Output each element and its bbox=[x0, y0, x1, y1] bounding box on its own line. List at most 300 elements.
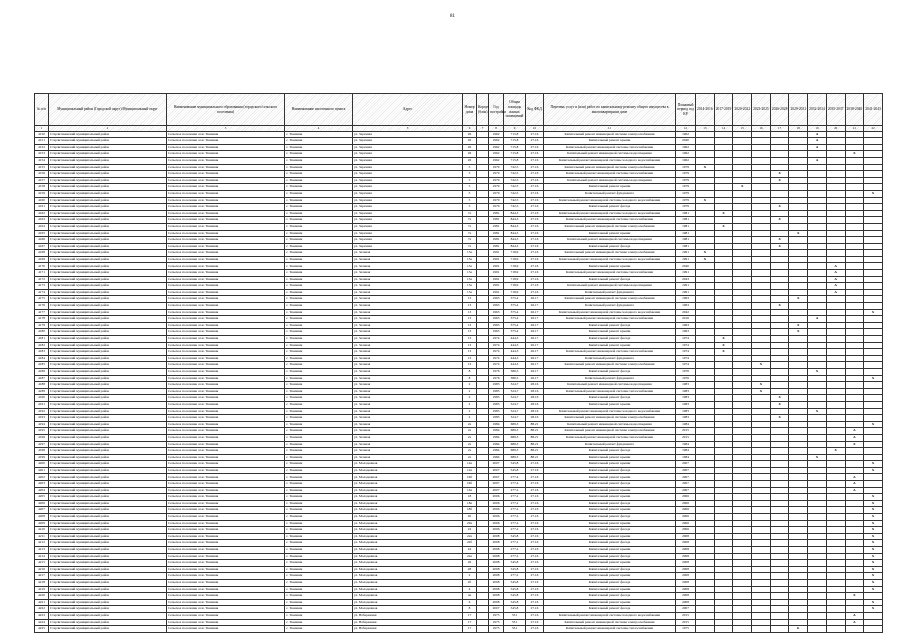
table-cell: Сельское поселение село Тюменяк bbox=[167, 243, 285, 250]
schedule-mark bbox=[789, 309, 808, 316]
table-cell: 4176 bbox=[35, 303, 49, 310]
schedule-mark bbox=[826, 230, 845, 237]
schedule-mark bbox=[826, 349, 845, 356]
table-cell: 4192 bbox=[35, 408, 49, 415]
table-cell: 2008 bbox=[489, 566, 504, 573]
table-cell: 88.21 bbox=[526, 434, 544, 441]
table-cell: ул. Зеленая bbox=[353, 382, 463, 389]
table-row bbox=[35, 388, 883, 395]
table-cell: 5 bbox=[463, 184, 477, 191]
schedule-mark bbox=[864, 217, 883, 224]
schedule-mark bbox=[864, 336, 883, 343]
table-cell: Сельское поселение село Тюменяк bbox=[167, 593, 285, 600]
schedule-mark bbox=[752, 368, 771, 375]
table-cell bbox=[477, 586, 489, 593]
table-cell: 27.16 bbox=[526, 593, 544, 600]
table-row bbox=[35, 527, 883, 534]
table-cell: ул. Молодежная bbox=[353, 494, 463, 501]
schedule-mark bbox=[752, 612, 771, 619]
schedule-mark: A bbox=[808, 316, 827, 323]
table-cell: 26 bbox=[463, 560, 477, 567]
table-cell: 1991 bbox=[489, 263, 504, 270]
table-cell: с. Тюменяк bbox=[285, 441, 353, 448]
schedule-mark bbox=[864, 395, 883, 402]
table-cell bbox=[477, 256, 489, 263]
schedule-mark bbox=[752, 283, 771, 290]
table-cell: Капитальный ремонт инженерной системы водоотведения bbox=[544, 382, 676, 389]
schedule-mark bbox=[864, 164, 883, 171]
table-cell: 2007 bbox=[489, 606, 504, 613]
table-cell: 324,7 bbox=[504, 388, 526, 395]
table-row bbox=[35, 362, 883, 369]
table-cell: 4218 bbox=[35, 579, 49, 586]
schedule-mark bbox=[696, 283, 715, 290]
schedule-mark bbox=[864, 408, 883, 415]
schedule-mark bbox=[864, 626, 883, 633]
table-cell bbox=[477, 401, 489, 408]
schedule-mark bbox=[808, 355, 827, 362]
table-cell: Стерлитамакский муниципальный район bbox=[49, 520, 167, 527]
schedule-mark bbox=[845, 540, 864, 547]
table-cell: 277,2 bbox=[504, 553, 526, 560]
table-row bbox=[35, 428, 883, 435]
table-cell: 1981 bbox=[489, 210, 504, 217]
schedule-mark bbox=[808, 362, 827, 369]
table-cell: Стерлитамакский муниципальный район bbox=[49, 151, 167, 158]
table-cell bbox=[477, 527, 489, 534]
schedule-mark bbox=[696, 481, 715, 488]
table-cell: Стерлитамакский муниципальный район bbox=[49, 329, 167, 336]
table-cell: 277,2 bbox=[504, 507, 526, 514]
table-cell: 4221 bbox=[35, 599, 49, 606]
table-cell: 15а bbox=[463, 256, 477, 263]
schedule-mark: X bbox=[770, 217, 789, 224]
schedule-mark: X bbox=[864, 599, 883, 606]
schedule-mark bbox=[808, 547, 827, 554]
schedule-mark: A bbox=[845, 612, 864, 619]
table-cell: 1974 bbox=[489, 355, 504, 362]
schedule-mark: X bbox=[770, 171, 789, 178]
table-cell: Капитальный ремонт инженерной системы теплоснабжения bbox=[544, 171, 676, 178]
table-cell: 4177 bbox=[35, 309, 49, 316]
table-cell: 27.16 bbox=[526, 250, 544, 257]
table-cell: Стерлитамакский муниципальный район bbox=[49, 289, 167, 296]
schedule-mark bbox=[733, 573, 752, 580]
column-header: Перечень услуг и (или) работ по капитальному ремонту общего имущества в многоквартирном доме bbox=[544, 94, 676, 126]
schedule-mark bbox=[845, 342, 864, 349]
schedule-mark bbox=[714, 144, 733, 151]
table-cell: Сельское поселение село Тюменяк bbox=[167, 467, 285, 474]
schedule-mark bbox=[845, 401, 864, 408]
schedule-mark bbox=[696, 349, 715, 356]
table-cell: Сельское поселение село Тюменяк bbox=[167, 237, 285, 244]
schedule-mark bbox=[714, 164, 733, 171]
table-row bbox=[35, 566, 883, 573]
schedule-mark bbox=[826, 296, 845, 303]
table-cell: ул. Молодежная bbox=[353, 474, 463, 481]
schedule-mark bbox=[789, 467, 808, 474]
table-cell: 1984 bbox=[676, 454, 696, 461]
table-cell: 27.16 bbox=[526, 283, 544, 290]
table-cell: Капитальный ремонт крыши bbox=[544, 487, 676, 494]
table-cell: 4214 bbox=[35, 553, 49, 560]
table-row bbox=[35, 270, 883, 277]
schedule-mark bbox=[770, 434, 789, 441]
schedule-mark bbox=[845, 256, 864, 263]
table-cell: 2040 bbox=[676, 263, 696, 270]
schedule-mark bbox=[808, 527, 827, 534]
schedule-mark bbox=[714, 474, 733, 481]
table-cell bbox=[477, 448, 489, 455]
table-cell: 2007 bbox=[676, 461, 696, 468]
schedule-mark: X bbox=[808, 368, 827, 375]
table-cell: Стерлитамакский муниципальный район bbox=[49, 560, 167, 567]
table-cell: Стерлитамакский муниципальный район bbox=[49, 428, 167, 435]
table-cell bbox=[477, 547, 489, 554]
schedule-mark: X bbox=[864, 553, 883, 560]
schedule-mark bbox=[770, 467, 789, 474]
table-cell: 4215 bbox=[35, 560, 49, 567]
schedule-mark: A bbox=[826, 289, 845, 296]
schedule-mark bbox=[808, 566, 827, 573]
schedule-mark bbox=[789, 547, 808, 554]
table-cell: 88.21 bbox=[526, 428, 544, 435]
table-cell: с. Тюменяк bbox=[285, 164, 353, 171]
table-cell: 26.17 bbox=[526, 342, 544, 349]
schedule-mark bbox=[864, 362, 883, 369]
schedule-mark bbox=[714, 593, 733, 600]
table-cell: 531 bbox=[504, 612, 526, 619]
table-cell: 27.16 bbox=[526, 599, 544, 606]
table-cell: 7а bbox=[463, 217, 477, 224]
schedule-mark bbox=[752, 599, 771, 606]
schedule-mark bbox=[733, 296, 752, 303]
schedule-mark bbox=[752, 494, 771, 501]
table-cell: Капитальный ремонт инженерной системы электроснабжения bbox=[544, 362, 676, 369]
schedule-mark bbox=[789, 612, 808, 619]
table-cell: ул. Зеленая bbox=[353, 316, 463, 323]
table-cell: 1974 bbox=[676, 336, 696, 343]
table-cell: 375,4 bbox=[504, 309, 526, 316]
schedule-mark: h bbox=[789, 626, 808, 633]
table-cell: ул. Молодежная bbox=[353, 533, 463, 540]
table-cell: с. Тюменяк bbox=[285, 573, 353, 580]
table-cell bbox=[477, 507, 489, 514]
table-cell: 375,4 bbox=[504, 316, 526, 323]
schedule-mark bbox=[752, 481, 771, 488]
column-index: 21 bbox=[845, 126, 864, 132]
table-cell: 26.17 bbox=[526, 375, 544, 382]
table-cell: 1979 bbox=[676, 197, 696, 204]
schedule-mark bbox=[808, 243, 827, 250]
table-cell: 2006 bbox=[676, 494, 696, 501]
schedule-mark bbox=[752, 309, 771, 316]
table-cell: 4199 bbox=[35, 454, 49, 461]
schedule-mark: X bbox=[714, 210, 733, 217]
schedule-mark bbox=[770, 164, 789, 171]
column-header: 2029-2031 bbox=[789, 94, 808, 126]
table-body bbox=[35, 131, 883, 632]
table-cell bbox=[477, 540, 489, 547]
table-cell bbox=[477, 329, 489, 336]
table-cell bbox=[477, 237, 489, 244]
table-cell: 27.16 bbox=[526, 190, 544, 197]
column-header: Наименование населенного пункта bbox=[285, 94, 353, 126]
schedule-mark: A bbox=[826, 263, 845, 270]
table-cell: Капитальный ремонт фасада bbox=[544, 566, 676, 573]
table-cell: Стерлитамакский муниципальный район bbox=[49, 527, 167, 534]
schedule-mark bbox=[733, 210, 752, 217]
schedule-mark bbox=[696, 573, 715, 580]
table-cell: Капитальный ремонт фундамента bbox=[544, 303, 676, 310]
column-header: 2014-2016 bbox=[696, 94, 715, 126]
table-cell: ул. Зеленая bbox=[353, 303, 463, 310]
table-cell: 1963 bbox=[489, 316, 504, 323]
table-cell: 4170 bbox=[35, 263, 49, 270]
schedule-mark bbox=[714, 395, 733, 402]
schedule-mark bbox=[714, 626, 733, 633]
table-cell bbox=[477, 408, 489, 415]
schedule-mark bbox=[752, 408, 771, 415]
table-cell: Сельское поселение село Тюменяк bbox=[167, 355, 285, 362]
schedule-mark bbox=[789, 566, 808, 573]
table-cell: Капитальный ремонт фасада bbox=[544, 606, 676, 613]
table-cell: 742,5 bbox=[504, 190, 526, 197]
table-cell: ул. Зеленая bbox=[353, 448, 463, 455]
table-cell: 2006 bbox=[489, 527, 504, 534]
schedule-mark bbox=[752, 329, 771, 336]
schedule-mark bbox=[752, 415, 771, 422]
schedule-mark bbox=[733, 382, 752, 389]
table-cell: 1983 bbox=[676, 395, 696, 402]
table-cell: 26.17 bbox=[526, 316, 544, 323]
schedule-mark bbox=[808, 441, 827, 448]
table-cell: ул. Зеленая bbox=[353, 362, 463, 369]
schedule-mark bbox=[714, 230, 733, 237]
table-cell: Сельское поселение село Тюменяк bbox=[167, 487, 285, 494]
table-row bbox=[35, 296, 883, 303]
schedule-mark bbox=[696, 342, 715, 349]
table-cell: Сельское поселение село Тюменяк bbox=[167, 599, 285, 606]
schedule-mark bbox=[696, 487, 715, 494]
schedule-mark bbox=[752, 177, 771, 184]
table-cell: 4154 bbox=[35, 157, 49, 164]
table-cell: 1981 bbox=[489, 230, 504, 237]
table-cell: 689,3 bbox=[504, 441, 526, 448]
table-cell: 1976 bbox=[676, 368, 696, 375]
schedule-mark bbox=[845, 454, 864, 461]
table-cell: 2016 bbox=[676, 316, 696, 323]
schedule-mark bbox=[845, 573, 864, 580]
schedule-mark bbox=[845, 309, 864, 316]
schedule-mark bbox=[826, 573, 845, 580]
schedule-mark bbox=[826, 474, 845, 481]
schedule-mark: A bbox=[845, 619, 864, 626]
table-cell: с. Тюменяк bbox=[285, 395, 353, 402]
table-row bbox=[35, 177, 883, 184]
schedule-mark: X bbox=[696, 256, 715, 263]
schedule-mark bbox=[696, 507, 715, 514]
schedule-mark bbox=[789, 250, 808, 257]
schedule-mark bbox=[808, 494, 827, 501]
table-cell: 375,4 bbox=[504, 303, 526, 310]
table-cell: Сельское поселение село Тюменяк bbox=[167, 250, 285, 257]
column-header: 2032-2034 bbox=[808, 94, 827, 126]
table-cell: Сельское поселение село Тюменяк bbox=[167, 230, 285, 237]
table-cell: 27.16 bbox=[526, 500, 544, 507]
schedule-mark bbox=[789, 204, 808, 211]
schedule-mark bbox=[789, 131, 808, 138]
table-row bbox=[35, 217, 883, 224]
schedule-mark bbox=[752, 566, 771, 573]
schedule-mark bbox=[696, 593, 715, 600]
schedule-mark bbox=[770, 514, 789, 521]
table-cell: 27.16 bbox=[526, 487, 544, 494]
schedule-mark bbox=[826, 593, 845, 600]
table-cell: 28 bbox=[463, 566, 477, 573]
schedule-mark bbox=[845, 520, 864, 527]
table-cell: 4150 bbox=[35, 131, 49, 138]
schedule-mark bbox=[826, 151, 845, 158]
schedule-mark bbox=[752, 626, 771, 633]
table-cell bbox=[477, 355, 489, 362]
table-cell: 27.16 bbox=[526, 533, 544, 540]
table-cell: Стерлитамакский муниципальный район bbox=[49, 316, 167, 323]
table-cell: Сельское поселение село Тюменяк bbox=[167, 401, 285, 408]
table-cell: 13 bbox=[463, 355, 477, 362]
table-row bbox=[35, 454, 883, 461]
schedule-mark bbox=[789, 527, 808, 534]
schedule-mark bbox=[826, 507, 845, 514]
table-row bbox=[35, 507, 883, 514]
table-cell: Сельское поселение село Тюменяк bbox=[167, 612, 285, 619]
schedule-mark bbox=[789, 171, 808, 178]
table-cell bbox=[477, 184, 489, 191]
table-cell: ул. Зеленая bbox=[353, 270, 463, 277]
table-cell: 26.17 bbox=[526, 368, 544, 375]
table-row bbox=[35, 481, 883, 488]
schedule-mark bbox=[808, 204, 827, 211]
table-cell: 844,3 bbox=[504, 217, 526, 224]
table-cell: с. Тюменяк bbox=[285, 349, 353, 356]
schedule-mark: X bbox=[789, 296, 808, 303]
column-index: 13 bbox=[696, 126, 715, 132]
schedule-mark: X bbox=[789, 322, 808, 329]
table-cell: 2008 bbox=[489, 560, 504, 567]
table-cell: 545,8 bbox=[504, 566, 526, 573]
schedule-mark bbox=[864, 448, 883, 455]
table-cell bbox=[477, 309, 489, 316]
table-cell: 742,5 bbox=[504, 184, 526, 191]
schedule-mark bbox=[733, 388, 752, 395]
schedule-mark bbox=[808, 256, 827, 263]
table-cell bbox=[477, 164, 489, 171]
table-row bbox=[35, 593, 883, 600]
table-cell: с. Тюменяк bbox=[285, 494, 353, 501]
table-cell: 2008 bbox=[489, 593, 504, 600]
table-cell: Стерлитамакский муниципальный район bbox=[49, 322, 167, 329]
table-cell: с. Тюменяк bbox=[285, 606, 353, 613]
schedule-mark bbox=[752, 355, 771, 362]
schedule-mark bbox=[733, 415, 752, 422]
table-cell: Капитальный ремонт фасада bbox=[544, 553, 676, 560]
schedule-mark bbox=[714, 454, 733, 461]
table-cell: 26.17 bbox=[526, 296, 544, 303]
schedule-mark bbox=[845, 184, 864, 191]
schedule-mark bbox=[789, 197, 808, 204]
schedule-mark bbox=[864, 289, 883, 296]
table-cell: 2006 bbox=[489, 507, 504, 514]
schedule-mark bbox=[789, 395, 808, 402]
schedule-mark bbox=[733, 553, 752, 560]
schedule-mark bbox=[845, 533, 864, 540]
table-cell: Капитальный ремонт фасада bbox=[544, 368, 676, 375]
schedule-mark bbox=[808, 461, 827, 468]
table-cell: 742,5 bbox=[504, 171, 526, 178]
table-cell: Сельское поселение село Тюменяк bbox=[167, 289, 285, 296]
table-cell: Сельское поселение село Тюменяк bbox=[167, 507, 285, 514]
schedule-mark bbox=[770, 250, 789, 257]
table-cell: Капитальный ремонт инженерной системы электроснабжения bbox=[544, 619, 676, 626]
table-cell: 4171 bbox=[35, 270, 49, 277]
schedule-mark: A bbox=[826, 270, 845, 277]
table-cell: с. Тюменяк bbox=[285, 375, 353, 382]
page-number: 81 bbox=[450, 14, 455, 19]
table-cell: с. Тюменяк bbox=[285, 184, 353, 191]
schedule-mark bbox=[789, 289, 808, 296]
schedule-mark bbox=[808, 395, 827, 402]
table-cell: 1962 bbox=[676, 131, 696, 138]
schedule-mark bbox=[696, 171, 715, 178]
table-cell: Капитальный ремонт инженерной системы теплоснабжения bbox=[544, 316, 676, 323]
schedule-mark bbox=[714, 527, 733, 534]
table-cell: ул. Зеленая bbox=[353, 256, 463, 263]
schedule-mark bbox=[789, 210, 808, 217]
schedule-mark bbox=[826, 494, 845, 501]
table-cell: 88.21 bbox=[526, 448, 544, 455]
schedule-mark bbox=[845, 368, 864, 375]
schedule-mark: X bbox=[864, 461, 883, 468]
table-cell: 2008 bbox=[489, 533, 504, 540]
table-cell: 4219 bbox=[35, 586, 49, 593]
column-index: 3 bbox=[167, 126, 285, 132]
table-cell: 2007 bbox=[676, 481, 696, 488]
table-cell: 4220 bbox=[35, 593, 49, 600]
schedule-mark bbox=[733, 250, 752, 257]
capital-repair-table bbox=[34, 93, 883, 633]
schedule-mark bbox=[770, 474, 789, 481]
table-cell: с. Тюменяк bbox=[285, 243, 353, 250]
table-cell: 27.16 bbox=[526, 270, 544, 277]
table-cell: Стерлитамакский муниципальный район bbox=[49, 197, 167, 204]
table-cell: 4213 bbox=[35, 547, 49, 554]
table-cell: 545,8 bbox=[504, 599, 526, 606]
table-cell: Сельское поселение село Тюменяк bbox=[167, 421, 285, 428]
table-row bbox=[35, 171, 883, 178]
table-cell: 28.16 bbox=[526, 415, 544, 422]
schedule-mark bbox=[845, 355, 864, 362]
table-cell bbox=[477, 230, 489, 237]
schedule-mark bbox=[845, 223, 864, 230]
schedule-mark bbox=[864, 487, 883, 494]
table-cell bbox=[477, 514, 489, 521]
table-cell bbox=[477, 270, 489, 277]
table-cell: 4162 bbox=[35, 210, 49, 217]
table-cell: 5 bbox=[463, 204, 477, 211]
table-cell: Стерлитамакский муниципальный район bbox=[49, 448, 167, 455]
table-cell: с. Тюменяк bbox=[285, 533, 353, 540]
schedule-mark bbox=[789, 375, 808, 382]
